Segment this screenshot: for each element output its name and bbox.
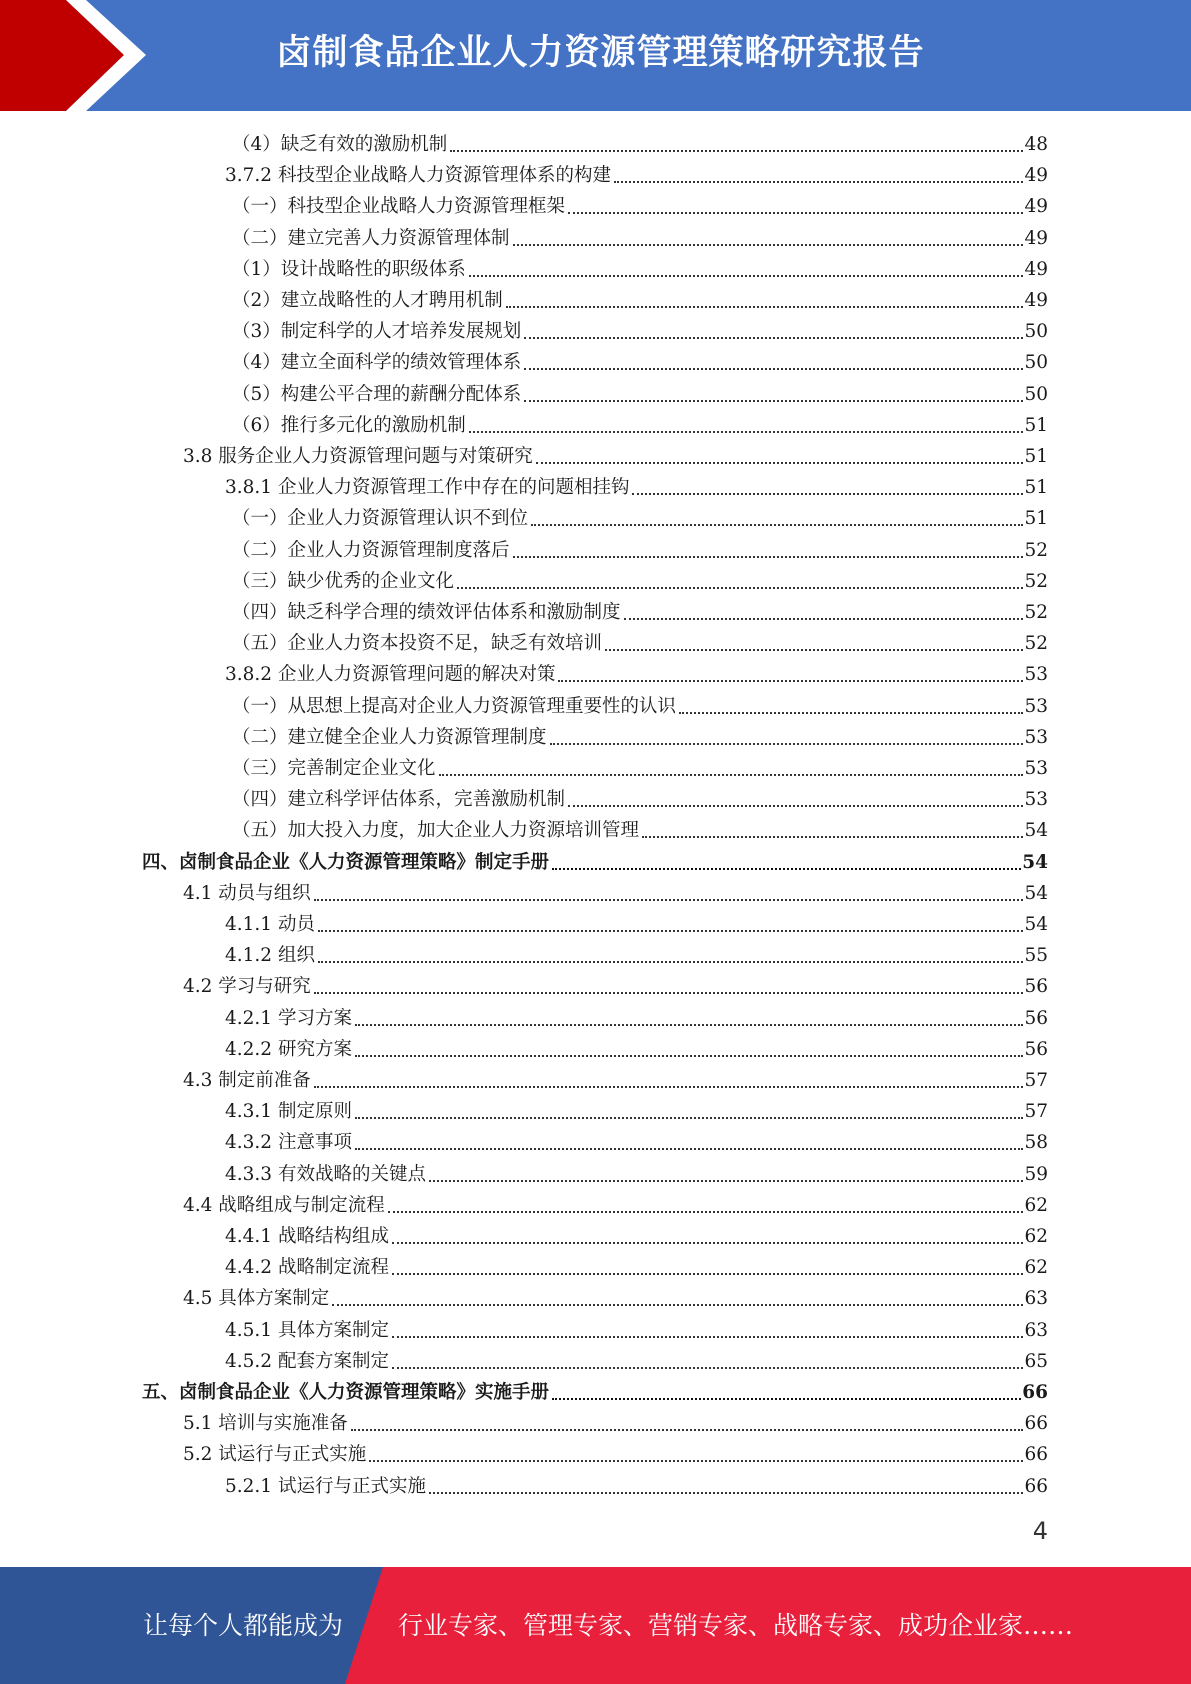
toc-entry-label: 4.4.1 战略结构组成 <box>225 1226 389 1247</box>
toc-entry-label: （二）建立健全企业人力资源管理制度 <box>232 726 547 748</box>
toc-leader-dots <box>355 1024 1024 1026</box>
toc-entry-page: 66 <box>1024 1413 1048 1435</box>
toc-leader-dots <box>568 212 1023 214</box>
toc-entry[interactable] <box>232 533 1048 563</box>
toc-entry[interactable] <box>232 283 1048 313</box>
toc-entry-page: 56 <box>1024 1007 1048 1029</box>
toc-leader-dots <box>552 1398 1021 1400</box>
toc-entry[interactable] <box>232 501 1048 531</box>
toc-leader-dots <box>536 462 1024 464</box>
toc-entry-label: 4.3.2 注意事项 <box>225 1132 352 1154</box>
toc-entry-page: 52 <box>1024 539 1048 561</box>
toc-entry[interactable] <box>225 470 1048 500</box>
toc-leader-dots <box>524 400 1023 402</box>
toc-leader-dots <box>632 493 1023 495</box>
toc-entry-label: （五）加大投入力度，加大企业人力资源培训管理 <box>232 820 640 842</box>
toc-entry-page: 55 <box>1024 945 1048 967</box>
toc-entry-page: 54 <box>1022 851 1048 873</box>
toc-entry-page: 50 <box>1024 352 1048 374</box>
toc-entry-page: 65 <box>1024 1350 1048 1372</box>
toc-leader-dots <box>318 930 1024 932</box>
toc-entry[interactable] <box>232 813 1048 843</box>
toc-entry-label: 3.8 服务企业人力资源管理问题与对策研究 <box>183 446 533 467</box>
toc-entry[interactable] <box>183 969 1048 999</box>
toc-entry[interactable] <box>225 1001 1048 1031</box>
toc-leader-dots <box>318 961 1024 963</box>
toc-entry-label: 4.5 具体方案制定 <box>183 1288 330 1310</box>
toc-entry[interactable] <box>232 127 1048 157</box>
toc-entry-label: （三）完善制定企业文化 <box>232 758 436 779</box>
toc-entry-page: 53 <box>1024 726 1048 748</box>
toc-leader-dots <box>355 1117 1024 1119</box>
toc-leader-dots <box>558 680 1023 682</box>
toc-entry[interactable] <box>225 1250 1048 1280</box>
toc-leader-dots <box>679 712 1023 714</box>
toc-entry-label: （二）企业人力资源管理制度落后 <box>232 539 510 561</box>
toc-entry[interactable] <box>183 876 1048 906</box>
toc-leader-dots <box>524 368 1023 370</box>
toc-entry-label: （四）缺乏科学合理的绩效评估体系和激励制度 <box>232 602 621 623</box>
toc-entry[interactable] <box>183 1281 1048 1311</box>
toc-entry-page: 49 <box>1024 196 1048 218</box>
toc-leader-dots <box>314 899 1024 901</box>
toc-entry-label: 4.1.1 动员 <box>225 914 315 935</box>
toc-entry[interactable] <box>225 1469 1048 1499</box>
toc-entry-page: 50 <box>1024 383 1048 405</box>
toc-entry-page: 51 <box>1024 414 1048 436</box>
toc-leader-dots <box>392 1367 1023 1369</box>
toc-entry[interactable] <box>232 408 1048 438</box>
toc-leader-dots <box>506 306 1024 308</box>
toc-leader-dots <box>429 1180 1023 1182</box>
toc-entry-page: 57 <box>1024 1101 1048 1123</box>
toc-leader-dots <box>332 1304 1023 1306</box>
toc-leader-dots <box>450 150 1023 152</box>
toc-leader-dots <box>469 431 1024 433</box>
toc-entry-label: 4.3.3 有效战略的关键点 <box>225 1163 426 1185</box>
toc-entry[interactable] <box>232 595 1048 625</box>
toc-entry-label: 3.8.1 企业人力资源管理工作中存在的问题相挂钩 <box>225 477 630 499</box>
toc-entry[interactable] <box>225 1032 1048 1062</box>
toc-leader-dots <box>355 1055 1024 1057</box>
toc-entry[interactable] <box>232 189 1048 219</box>
toc-entry-label: （4）缺乏有效的激励机制 <box>232 134 448 155</box>
toc-entry[interactable] <box>183 1437 1048 1467</box>
toc-entry-label: （二）建立完善人力资源管理体制 <box>232 227 510 249</box>
toc-entry-label: （五）企业人力资本投资不足，缺乏有效培训 <box>232 633 603 655</box>
toc-entry-page: 62 <box>1024 1194 1048 1216</box>
toc-entry[interactable] <box>232 626 1048 656</box>
toc-entry-page: 49 <box>1024 165 1048 187</box>
footer-slogan-left: 让每个人都能成为 <box>143 1611 344 1640</box>
toc-entry-page: 51 <box>1024 508 1048 530</box>
toc-entry-label: 4.5.1 具体方案制定 <box>225 1319 389 1341</box>
toc-leader-dots <box>513 244 1024 246</box>
toc-leader-dots <box>355 1148 1024 1150</box>
toc-entry[interactable] <box>225 1157 1048 1187</box>
toc-entry-page: 52 <box>1024 570 1048 592</box>
toc-entry-label: 4.3.1 制定原则 <box>225 1101 352 1123</box>
toc-entry[interactable] <box>225 158 1048 188</box>
toc-entry-label: （2）建立战略性的人才聘用机制 <box>232 290 503 311</box>
toc-entry-page: 52 <box>1024 633 1048 655</box>
toc-leader-dots <box>314 992 1024 994</box>
toc-leader-dots <box>392 1273 1023 1275</box>
toc-entry-page: 51 <box>1024 446 1048 467</box>
toc-entry[interactable] <box>142 1375 1048 1405</box>
toc-leader-dots <box>524 337 1023 339</box>
toc-leader-dots <box>351 1429 1024 1431</box>
toc-entry-label: （6）推行多元化的激励机制 <box>232 414 466 436</box>
toc-entry-page: 49 <box>1024 227 1048 249</box>
toc-entry-label: 4.1 动员与组织 <box>183 882 311 904</box>
toc-entry-label: 4.2.2 研究方案 <box>225 1038 352 1060</box>
toc-entry[interactable] <box>225 1313 1048 1343</box>
page-header <box>0 0 1191 111</box>
toc-leader-dots <box>314 1086 1024 1088</box>
toc-entry-page: 63 <box>1024 1319 1048 1341</box>
toc-entry-label: （3）制定科学的人才培养发展规划 <box>232 321 522 343</box>
toc-entry-label: （4）建立全面科学的绩效管理体系 <box>232 352 522 374</box>
toc-entry-page: 63 <box>1024 1288 1048 1310</box>
toc-entry-page: 54 <box>1024 820 1048 842</box>
toc-entry-label: 4.4 战略组成与制定流程 <box>183 1194 385 1216</box>
toc-leader-dots <box>642 836 1023 838</box>
toc-leader-dots <box>552 868 1021 870</box>
toc-entry-page: 66 <box>1024 1475 1048 1497</box>
toc-entry-label: 3.7.2 科技型企业战略人力资源管理体系的构建 <box>225 165 611 187</box>
toc-entry-page: 57 <box>1024 1070 1048 1091</box>
toc-entry[interactable] <box>225 938 1048 968</box>
toc-leader-dots <box>513 556 1024 558</box>
toc-entry-page: 54 <box>1024 914 1048 935</box>
toc-entry-label: 4.4.2 战略制定流程 <box>225 1257 389 1279</box>
toc-leader-dots <box>392 1242 1023 1244</box>
toc-entry-label: （一）企业人力资源管理认识不到位 <box>232 508 529 530</box>
toc-entry-page: 48 <box>1024 134 1048 155</box>
toc-entry-page: 50 <box>1024 321 1048 343</box>
toc-entry[interactable] <box>225 1344 1048 1374</box>
toc-entry[interactable] <box>183 1188 1048 1218</box>
toc-entry-page: 49 <box>1024 290 1048 311</box>
toc-leader-dots <box>439 774 1024 776</box>
toc-leader-dots <box>388 1211 1024 1213</box>
toc-entry-label: 五、卤制食品企业《人力资源管理策略》实施手册 <box>142 1382 550 1403</box>
toc-entry[interactable] <box>232 751 1048 781</box>
toc-entry-label: 4.5.2 配套方案制定 <box>225 1350 389 1372</box>
toc-entry-label: 4.2.1 学习方案 <box>225 1007 352 1029</box>
toc-entry[interactable] <box>225 657 1048 687</box>
toc-entry-label: （三）缺少优秀的企业文化 <box>232 570 455 592</box>
toc-entry[interactable] <box>232 782 1048 812</box>
footer-slogan-right: 行业专家、管理专家、营销专家、战略专家、成功企业家…… <box>398 1611 1074 1640</box>
document-title: 卤制食品企业人力资源管理策略研究报告 <box>276 33 925 73</box>
toc-entry-page: 58 <box>1024 1132 1048 1154</box>
toc-entry-label: （5）构建公平合理的薪酬分配体系 <box>232 383 522 405</box>
toc-entry[interactable] <box>225 1094 1048 1124</box>
toc-leader-dots <box>614 181 1023 183</box>
toc-entry-page: 49 <box>1024 258 1048 280</box>
toc-entry-label: 5.2.1 试运行与正式实施 <box>225 1475 426 1497</box>
toc-entry-label: （一）科技型企业战略人力资源管理框架 <box>232 196 566 218</box>
toc-entry[interactable] <box>225 907 1048 937</box>
toc-entry-page: 56 <box>1024 1038 1048 1060</box>
toc-entry-label: （1）设计战略性的职级体系 <box>232 258 466 280</box>
toc-leader-dots <box>369 1460 1023 1462</box>
toc-entry[interactable] <box>232 345 1048 375</box>
toc-leader-dots <box>624 618 1024 620</box>
toc-leader-dots <box>392 1336 1023 1338</box>
toc-leader-dots <box>469 275 1024 277</box>
toc-entry-page: 52 <box>1024 602 1048 623</box>
toc-leader-dots <box>550 743 1024 745</box>
toc-entry-label: 4.3 制定前准备 <box>183 1070 311 1091</box>
toc-entry-label: （四）建立科学评估体系，完善激励机制 <box>232 789 566 811</box>
toc-entry[interactable] <box>183 439 1048 469</box>
toc-entry-page: 56 <box>1024 976 1048 998</box>
toc-entry[interactable] <box>232 377 1048 407</box>
page-footer <box>0 1567 1191 1684</box>
toc-entry-page: 54 <box>1024 882 1048 904</box>
toc-entry-page: 62 <box>1024 1226 1048 1247</box>
toc-entry-label: 四、卤制食品企业《人力资源管理策略》制定手册 <box>142 851 550 873</box>
toc-entry-page: 53 <box>1024 758 1048 779</box>
toc-entry-page: 62 <box>1024 1257 1048 1279</box>
toc-entry-page: 59 <box>1024 1163 1048 1185</box>
toc-entry[interactable] <box>232 689 1048 719</box>
toc-entry-label: 4.1.2 组织 <box>225 945 315 967</box>
toc-entry-page: 53 <box>1024 664 1048 686</box>
toc-entry-page: 51 <box>1024 477 1048 499</box>
toc-entry-label: 3.8.2 企业人力资源管理问题的解决对策 <box>225 664 556 686</box>
toc-entry[interactable] <box>232 564 1048 594</box>
toc-entry[interactable] <box>232 252 1048 282</box>
toc-entry[interactable] <box>232 221 1048 251</box>
toc-leader-dots <box>429 1492 1023 1494</box>
toc-entry[interactable] <box>225 1125 1048 1155</box>
toc-entry-page: 53 <box>1024 789 1048 811</box>
page-number: 4 <box>1032 1517 1048 1545</box>
toc-leader-dots <box>568 805 1023 807</box>
toc-entry[interactable] <box>225 1219 1048 1249</box>
toc-entry-label: 5.1 培训与实施准备 <box>183 1413 348 1435</box>
toc-entry[interactable] <box>232 720 1048 750</box>
toc-entry[interactable] <box>183 1063 1048 1093</box>
toc-entry-page: 66 <box>1022 1382 1048 1403</box>
toc-entry[interactable] <box>232 314 1048 344</box>
toc-entry-page: 53 <box>1024 695 1048 717</box>
toc-entry[interactable] <box>142 845 1048 875</box>
toc-entry-label: 4.2 学习与研究 <box>183 976 311 998</box>
toc-leader-dots <box>605 649 1023 651</box>
toc-leader-dots <box>531 524 1023 526</box>
toc-entry[interactable] <box>183 1406 1048 1436</box>
toc-entry-label: 5.2 试运行与正式实施 <box>183 1444 367 1466</box>
toc-entry-label: （一）从思想上提高对企业人力资源管理重要性的认识 <box>232 695 677 717</box>
toc-entry-page: 66 <box>1024 1444 1048 1466</box>
toc-leader-dots <box>457 587 1023 589</box>
